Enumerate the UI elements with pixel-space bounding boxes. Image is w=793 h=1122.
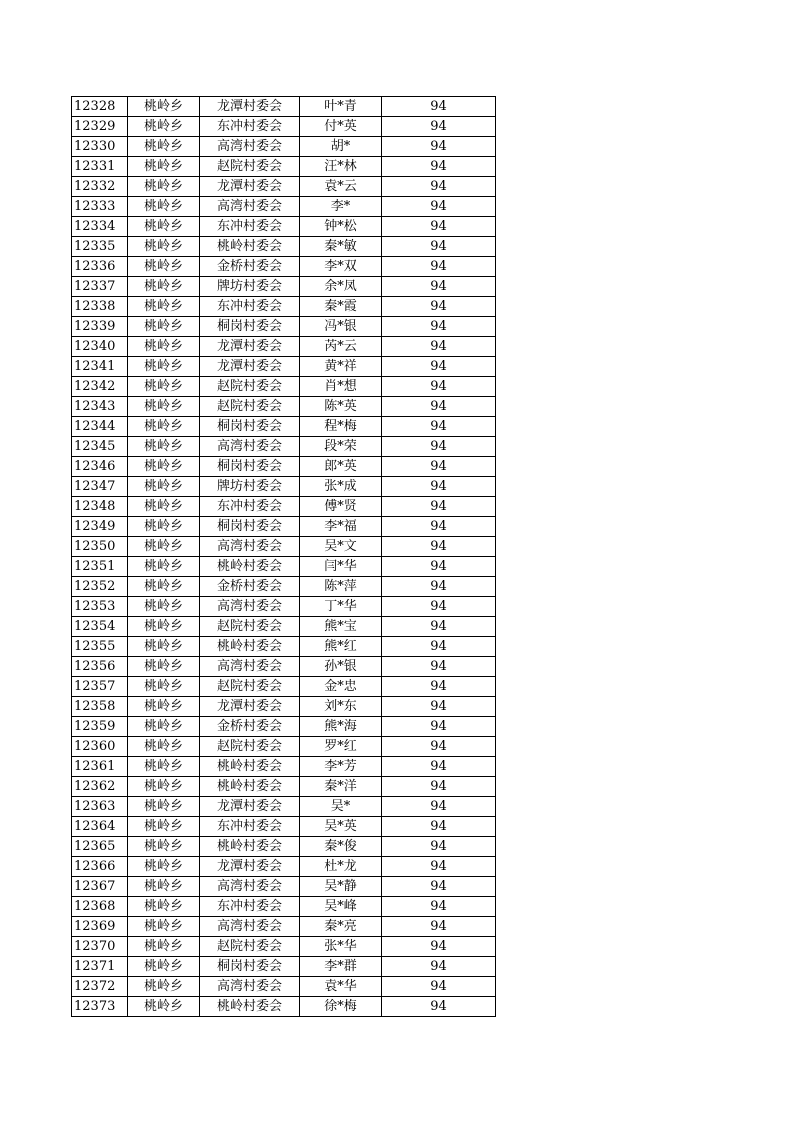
score-cell: 94 (382, 357, 496, 377)
score-cell: 94 (382, 837, 496, 857)
village-committee-cell: 龙潭村委会 (200, 97, 300, 117)
score-cell: 94 (382, 977, 496, 997)
table-row (72, 357, 496, 377)
score-cell: 94 (382, 937, 496, 957)
township-cell: 桃岭乡 (128, 197, 200, 217)
person-name-cell: 吴*文 (300, 537, 382, 557)
township-cell: 桃岭乡 (128, 437, 200, 457)
township-cell: 桃岭乡 (128, 897, 200, 917)
person-name-cell: 冯*银 (300, 317, 382, 337)
record-id-cell: 12352 (72, 577, 128, 597)
record-id-cell: 12339 (72, 317, 128, 337)
township-cell: 桃岭乡 (128, 597, 200, 617)
person-name-cell: 刘*东 (300, 697, 382, 717)
village-committee-cell: 高湾村委会 (200, 657, 300, 677)
person-name-cell: 熊*宝 (300, 617, 382, 637)
township-cell: 桃岭乡 (128, 677, 200, 697)
record-id-cell: 12362 (72, 777, 128, 797)
table-row (72, 677, 496, 697)
village-committee-cell: 龙潭村委会 (200, 697, 300, 717)
township-cell: 桃岭乡 (128, 97, 200, 117)
record-id-cell: 12351 (72, 557, 128, 577)
village-committee-cell: 牌坊村委会 (200, 277, 300, 297)
township-cell: 桃岭乡 (128, 157, 200, 177)
person-name-cell: 杜*龙 (300, 857, 382, 877)
table-row (72, 877, 496, 897)
record-id-cell: 12356 (72, 657, 128, 677)
table-row (72, 577, 496, 597)
village-committee-cell: 高湾村委会 (200, 197, 300, 217)
score-cell: 94 (382, 177, 496, 197)
table-row (72, 997, 496, 1017)
table-row (72, 337, 496, 357)
record-id-cell: 12370 (72, 937, 128, 957)
record-id-cell: 12357 (72, 677, 128, 697)
township-cell: 桃岭乡 (128, 357, 200, 377)
village-committee-cell: 桃岭村委会 (200, 837, 300, 857)
record-id-cell: 12361 (72, 757, 128, 777)
table-row (72, 937, 496, 957)
person-name-cell: 叶*青 (300, 97, 382, 117)
table-row (72, 557, 496, 577)
score-cell: 94 (382, 137, 496, 157)
township-cell: 桃岭乡 (128, 277, 200, 297)
person-name-cell: 付*英 (300, 117, 382, 137)
score-cell: 94 (382, 637, 496, 657)
score-cell: 94 (382, 97, 496, 117)
score-cell: 94 (382, 117, 496, 137)
person-name-cell: 李* (300, 197, 382, 217)
township-cell: 桃岭乡 (128, 297, 200, 317)
township-cell: 桃岭乡 (128, 137, 200, 157)
village-committee-cell: 桐岗村委会 (200, 957, 300, 977)
table-row (72, 797, 496, 817)
score-cell: 94 (382, 657, 496, 677)
table-row (72, 397, 496, 417)
score-cell: 94 (382, 577, 496, 597)
table-row (72, 757, 496, 777)
score-cell: 94 (382, 277, 496, 297)
score-cell: 94 (382, 377, 496, 397)
person-name-cell: 芮*云 (300, 337, 382, 357)
township-cell: 桃岭乡 (128, 117, 200, 137)
person-name-cell: 秦*俊 (300, 837, 382, 857)
record-id-cell: 12369 (72, 917, 128, 937)
township-cell: 桃岭乡 (128, 577, 200, 597)
village-committee-cell: 高湾村委会 (200, 597, 300, 617)
township-cell: 桃岭乡 (128, 417, 200, 437)
record-id-cell: 12355 (72, 637, 128, 657)
township-cell: 桃岭乡 (128, 617, 200, 637)
table-row (72, 117, 496, 137)
record-id-cell: 12365 (72, 837, 128, 857)
person-name-cell: 张*华 (300, 937, 382, 957)
township-cell: 桃岭乡 (128, 797, 200, 817)
record-id-cell: 12345 (72, 437, 128, 457)
village-committee-cell: 东冲村委会 (200, 897, 300, 917)
table-row (72, 737, 496, 757)
person-name-cell: 熊*红 (300, 637, 382, 657)
township-cell: 桃岭乡 (128, 257, 200, 277)
score-cell: 94 (382, 757, 496, 777)
person-name-cell: 胡* (300, 137, 382, 157)
record-id-cell: 12366 (72, 857, 128, 877)
score-cell: 94 (382, 157, 496, 177)
record-id-cell: 12331 (72, 157, 128, 177)
score-cell: 94 (382, 517, 496, 537)
township-cell: 桃岭乡 (128, 237, 200, 257)
score-cell: 94 (382, 597, 496, 617)
person-name-cell: 吴*静 (300, 877, 382, 897)
table-row (72, 717, 496, 737)
person-name-cell: 张*成 (300, 477, 382, 497)
score-cell: 94 (382, 457, 496, 477)
person-name-cell: 余*凤 (300, 277, 382, 297)
village-committee-cell: 桃岭村委会 (200, 237, 300, 257)
township-cell: 桃岭乡 (128, 657, 200, 677)
village-committee-cell: 赵院村委会 (200, 937, 300, 957)
table-row (72, 297, 496, 317)
person-name-cell: 吴*英 (300, 817, 382, 837)
person-name-cell: 肖*想 (300, 377, 382, 397)
table-row (72, 637, 496, 657)
person-name-cell: 丁*华 (300, 597, 382, 617)
record-id-cell: 12347 (72, 477, 128, 497)
record-id-cell: 12335 (72, 237, 128, 257)
village-committee-cell: 高湾村委会 (200, 977, 300, 997)
record-id-cell: 12349 (72, 517, 128, 537)
village-committee-cell: 赵院村委会 (200, 397, 300, 417)
score-cell: 94 (382, 557, 496, 577)
township-cell: 桃岭乡 (128, 637, 200, 657)
table-row (72, 957, 496, 977)
person-name-cell: 罗*红 (300, 737, 382, 757)
score-cell: 94 (382, 777, 496, 797)
township-cell: 桃岭乡 (128, 917, 200, 937)
village-committee-cell: 金桥村委会 (200, 257, 300, 277)
score-cell: 94 (382, 197, 496, 217)
score-cell: 94 (382, 317, 496, 337)
score-cell: 94 (382, 257, 496, 277)
record-id-cell: 12328 (72, 97, 128, 117)
record-id-cell: 12338 (72, 297, 128, 317)
village-committee-cell: 赵院村委会 (200, 677, 300, 697)
table-row (72, 597, 496, 617)
score-cell: 94 (382, 877, 496, 897)
village-committee-cell: 赵院村委会 (200, 617, 300, 637)
data-table (71, 96, 496, 1017)
village-committee-cell: 高湾村委会 (200, 877, 300, 897)
table-row (72, 157, 496, 177)
village-committee-cell: 东冲村委会 (200, 117, 300, 137)
table-row (72, 777, 496, 797)
score-cell: 94 (382, 217, 496, 237)
score-cell: 94 (382, 717, 496, 737)
table-row (72, 217, 496, 237)
record-id-cell: 12344 (72, 417, 128, 437)
village-committee-cell: 赵院村委会 (200, 157, 300, 177)
village-committee-cell: 桃岭村委会 (200, 637, 300, 657)
township-cell: 桃岭乡 (128, 857, 200, 877)
score-cell: 94 (382, 297, 496, 317)
township-cell: 桃岭乡 (128, 877, 200, 897)
score-cell: 94 (382, 897, 496, 917)
person-name-cell: 金*忠 (300, 677, 382, 697)
record-id-cell: 12341 (72, 357, 128, 377)
person-name-cell: 吴*峰 (300, 897, 382, 917)
village-committee-cell: 高湾村委会 (200, 537, 300, 557)
record-id-cell: 12373 (72, 997, 128, 1017)
table-row (72, 837, 496, 857)
record-id-cell: 12340 (72, 337, 128, 357)
person-name-cell: 陈*英 (300, 397, 382, 417)
score-cell: 94 (382, 477, 496, 497)
township-cell: 桃岭乡 (128, 957, 200, 977)
person-name-cell: 徐*梅 (300, 997, 382, 1017)
village-committee-cell: 龙潭村委会 (200, 857, 300, 877)
village-committee-cell: 东冲村委会 (200, 497, 300, 517)
person-name-cell: 李*福 (300, 517, 382, 537)
table-row (72, 497, 496, 517)
person-name-cell: 郎*英 (300, 457, 382, 477)
village-committee-cell: 桃岭村委会 (200, 557, 300, 577)
township-cell: 桃岭乡 (128, 317, 200, 337)
score-cell: 94 (382, 437, 496, 457)
table-row (72, 177, 496, 197)
score-cell: 94 (382, 797, 496, 817)
score-cell: 94 (382, 697, 496, 717)
person-name-cell: 傅*贤 (300, 497, 382, 517)
township-cell: 桃岭乡 (128, 757, 200, 777)
record-id-cell: 12330 (72, 137, 128, 157)
township-cell: 桃岭乡 (128, 537, 200, 557)
person-name-cell: 程*梅 (300, 417, 382, 437)
table-row (72, 417, 496, 437)
score-cell: 94 (382, 677, 496, 697)
township-cell: 桃岭乡 (128, 937, 200, 957)
table-row (72, 237, 496, 257)
record-id-cell: 12363 (72, 797, 128, 817)
score-cell: 94 (382, 537, 496, 557)
table-row (72, 537, 496, 557)
township-cell: 桃岭乡 (128, 697, 200, 717)
township-cell: 桃岭乡 (128, 997, 200, 1017)
record-id-cell: 12354 (72, 617, 128, 637)
person-name-cell: 黄*祥 (300, 357, 382, 377)
record-id-cell: 12372 (72, 977, 128, 997)
table-row (72, 377, 496, 397)
township-cell: 桃岭乡 (128, 517, 200, 537)
village-committee-cell: 赵院村委会 (200, 377, 300, 397)
table-row (72, 437, 496, 457)
record-id-cell: 12342 (72, 377, 128, 397)
village-committee-cell: 桐岗村委会 (200, 417, 300, 437)
person-name-cell: 闫*华 (300, 557, 382, 577)
table-row (72, 457, 496, 477)
village-committee-cell: 龙潭村委会 (200, 337, 300, 357)
score-cell: 94 (382, 337, 496, 357)
record-id-cell: 12333 (72, 197, 128, 217)
record-id-cell: 12358 (72, 697, 128, 717)
village-committee-cell: 东冲村委会 (200, 297, 300, 317)
person-name-cell: 陈*萍 (300, 577, 382, 597)
record-id-cell: 12346 (72, 457, 128, 477)
score-cell: 94 (382, 957, 496, 977)
person-name-cell: 秦*亮 (300, 917, 382, 937)
village-committee-cell: 东冲村委会 (200, 817, 300, 837)
person-name-cell: 秦*敏 (300, 237, 382, 257)
table-row (72, 917, 496, 937)
person-name-cell: 李*芳 (300, 757, 382, 777)
record-id-cell: 12332 (72, 177, 128, 197)
score-cell: 94 (382, 417, 496, 437)
village-committee-cell: 龙潭村委会 (200, 177, 300, 197)
table-row (72, 697, 496, 717)
record-id-cell: 12343 (72, 397, 128, 417)
table-row (72, 657, 496, 677)
table-row (72, 817, 496, 837)
township-cell: 桃岭乡 (128, 177, 200, 197)
township-cell: 桃岭乡 (128, 837, 200, 857)
table-row (72, 197, 496, 217)
village-committee-cell: 龙潭村委会 (200, 357, 300, 377)
person-name-cell: 袁*云 (300, 177, 382, 197)
table-body (72, 97, 496, 1017)
township-cell: 桃岭乡 (128, 557, 200, 577)
score-cell: 94 (382, 397, 496, 417)
village-committee-cell: 桐岗村委会 (200, 317, 300, 337)
township-cell: 桃岭乡 (128, 737, 200, 757)
record-id-cell: 12353 (72, 597, 128, 617)
table-row (72, 857, 496, 877)
township-cell: 桃岭乡 (128, 477, 200, 497)
record-id-cell: 12368 (72, 897, 128, 917)
table-row (72, 617, 496, 637)
person-name-cell: 熊*海 (300, 717, 382, 737)
township-cell: 桃岭乡 (128, 377, 200, 397)
record-id-cell: 12367 (72, 877, 128, 897)
person-name-cell: 吴* (300, 797, 382, 817)
record-id-cell: 12364 (72, 817, 128, 837)
village-committee-cell: 桃岭村委会 (200, 997, 300, 1017)
village-committee-cell: 赵院村委会 (200, 737, 300, 757)
table-row (72, 517, 496, 537)
person-name-cell: 秦*洋 (300, 777, 382, 797)
score-cell: 94 (382, 917, 496, 937)
township-cell: 桃岭乡 (128, 397, 200, 417)
village-committee-cell: 高湾村委会 (200, 917, 300, 937)
township-cell: 桃岭乡 (128, 817, 200, 837)
table-row (72, 317, 496, 337)
record-id-cell: 12371 (72, 957, 128, 977)
person-name-cell: 秦*霞 (300, 297, 382, 317)
township-cell: 桃岭乡 (128, 337, 200, 357)
person-name-cell: 汪*林 (300, 157, 382, 177)
person-name-cell: 李*双 (300, 257, 382, 277)
township-cell: 桃岭乡 (128, 497, 200, 517)
village-committee-cell: 金桥村委会 (200, 717, 300, 737)
table-row (72, 477, 496, 497)
table-row (72, 977, 496, 997)
person-name-cell: 李*群 (300, 957, 382, 977)
table-row (72, 897, 496, 917)
score-cell: 94 (382, 997, 496, 1017)
village-committee-cell: 金桥村委会 (200, 577, 300, 597)
village-committee-cell: 牌坊村委会 (200, 477, 300, 497)
score-cell: 94 (382, 617, 496, 637)
person-name-cell: 袁*华 (300, 977, 382, 997)
person-name-cell: 钟*松 (300, 217, 382, 237)
score-cell: 94 (382, 497, 496, 517)
record-id-cell: 12334 (72, 217, 128, 237)
village-committee-cell: 桃岭村委会 (200, 777, 300, 797)
score-cell: 94 (382, 857, 496, 877)
township-cell: 桃岭乡 (128, 977, 200, 997)
record-id-cell: 12359 (72, 717, 128, 737)
record-id-cell: 12337 (72, 277, 128, 297)
village-committee-cell: 桃岭村委会 (200, 757, 300, 777)
score-cell: 94 (382, 237, 496, 257)
village-committee-cell: 东冲村委会 (200, 217, 300, 237)
score-cell: 94 (382, 817, 496, 837)
record-id-cell: 12350 (72, 537, 128, 557)
table-row (72, 97, 496, 117)
record-id-cell: 12336 (72, 257, 128, 277)
township-cell: 桃岭乡 (128, 217, 200, 237)
table-row (72, 137, 496, 157)
score-cell: 94 (382, 737, 496, 757)
record-id-cell: 12329 (72, 117, 128, 137)
township-cell: 桃岭乡 (128, 717, 200, 737)
table-row (72, 277, 496, 297)
person-name-cell: 段*荣 (300, 437, 382, 457)
village-committee-cell: 桐岗村委会 (200, 457, 300, 477)
table-row (72, 257, 496, 277)
township-cell: 桃岭乡 (128, 457, 200, 477)
township-cell: 桃岭乡 (128, 777, 200, 797)
village-committee-cell: 高湾村委会 (200, 437, 300, 457)
record-id-cell: 12360 (72, 737, 128, 757)
village-committee-cell: 龙潭村委会 (200, 797, 300, 817)
record-id-cell: 12348 (72, 497, 128, 517)
village-committee-cell: 高湾村委会 (200, 137, 300, 157)
village-committee-cell: 桐岗村委会 (200, 517, 300, 537)
person-name-cell: 孙*银 (300, 657, 382, 677)
